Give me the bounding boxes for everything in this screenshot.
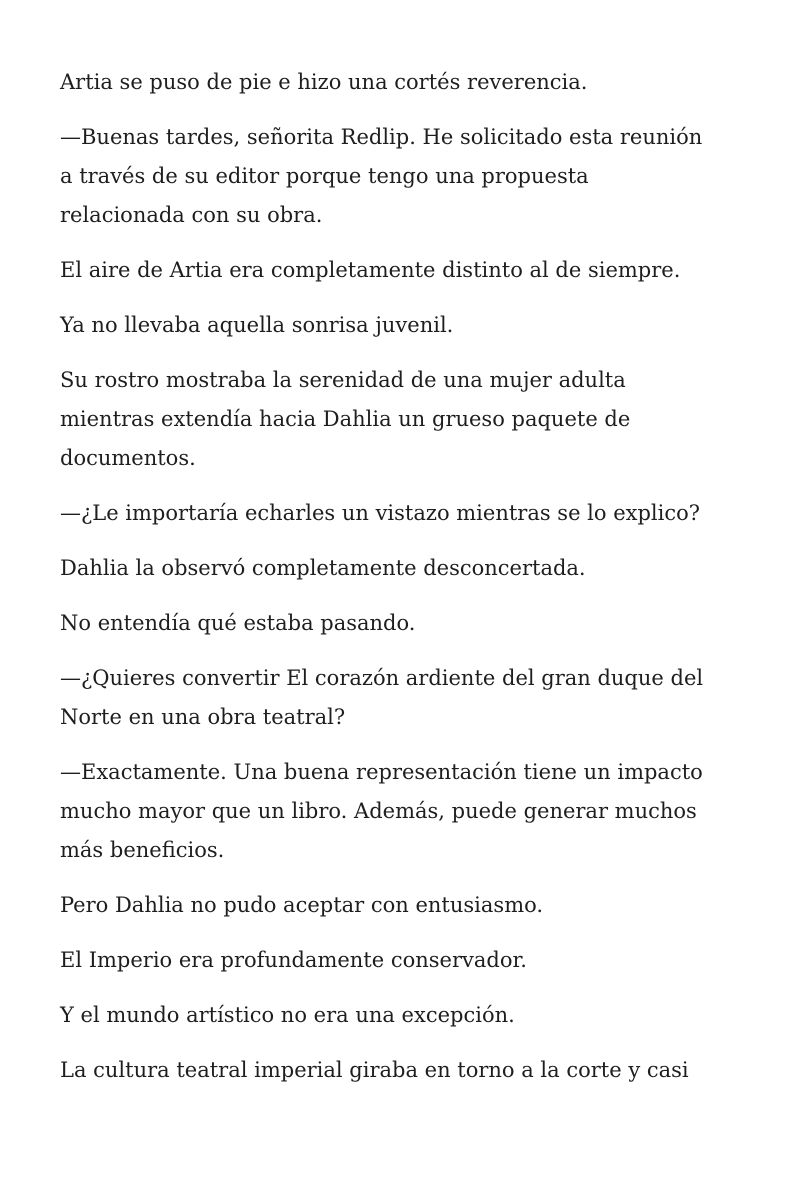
text-line: Norte en una obra teatral? <box>60 705 346 729</box>
paragraph <box>60 118 750 235</box>
text-line: Ya no llevaba aquella sonrisa juvenil. <box>60 313 454 337</box>
text-line: No entendía qué estaba pasando. <box>60 611 416 635</box>
paragraph <box>60 251 750 290</box>
text-line: —¿Quieres convertir El corazón ardiente del gran duque del <box>60 666 704 690</box>
paragraph <box>60 604 750 643</box>
paragraph <box>60 996 750 1035</box>
paragraph <box>60 1051 750 1090</box>
text-line: documentos. <box>60 446 196 470</box>
text-line: más beneficios. <box>60 838 225 862</box>
paragraph <box>60 63 750 102</box>
paragraph <box>60 886 750 925</box>
text-line: Y el mundo artístico no era una excepción. <box>60 1003 515 1027</box>
text-line: La cultura teatral imperial giraba en torno a la corte y casi <box>60 1058 689 1082</box>
text-line: Dahlia la observó completamente desconcertada. <box>60 556 586 580</box>
text-line: —¿Le importaría echarles un vistazo mientras se lo explico? <box>60 501 701 525</box>
text-line: mientras extendía hacia Dahlia un grueso paquete de <box>60 407 631 431</box>
paragraph <box>60 753 750 870</box>
text-line: mucho mayor que un libro. Además, puede generar muchos <box>60 799 697 823</box>
document-page <box>60 63 750 1106</box>
paragraph <box>60 494 750 533</box>
text-line: relacionada con su obra. <box>60 203 323 227</box>
text-line: Su rostro mostraba la serenidad de una mujer adulta <box>60 368 626 392</box>
text-line: El aire de Artia era completamente distinto al de siempre. <box>60 258 681 282</box>
paragraph <box>60 941 750 980</box>
text-line: Pero Dahlia no pudo aceptar con entusiasmo. <box>60 893 544 917</box>
paragraph <box>60 549 750 588</box>
text-line: —Buenas tardes, señorita Redlip. He solicitado esta reunión <box>60 125 703 149</box>
text-line: a través de su editor porque tengo una propuesta <box>60 164 589 188</box>
paragraph <box>60 659 750 737</box>
paragraph <box>60 361 750 478</box>
text-line: El Imperio era profundamente conservador. <box>60 948 527 972</box>
text-line: Artia se puso de pie e hizo una cortés reverencia. <box>60 70 588 94</box>
paragraph <box>60 306 750 345</box>
text-line: —Exactamente. Una buena representación tiene un impacto <box>60 760 703 784</box>
